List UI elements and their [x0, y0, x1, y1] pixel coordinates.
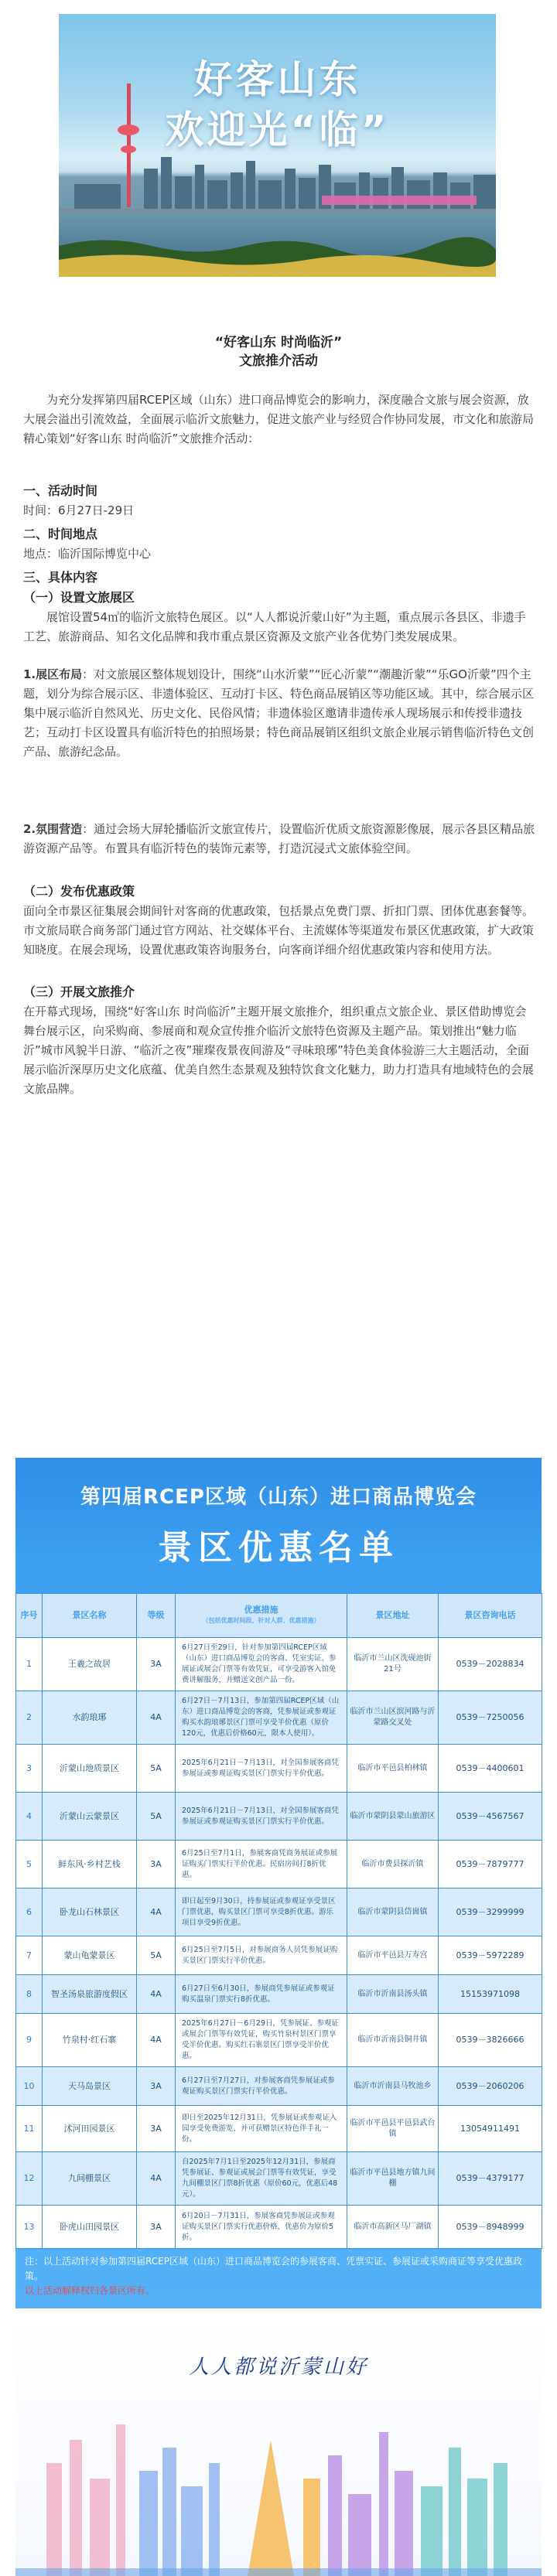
cell-address: 临沂市蒙阴县岱崮镇: [347, 1888, 439, 1936]
cell-offer: 6月27日至29日，针对参加第四届RCEP区域（山东）进口商品博览会的客商、凭室实证、参展证或展会门票等有效凭证，可享受游客入馆免费讲解服务，并赠送文创产品一份。: [176, 1638, 347, 1691]
cell-no: 2: [16, 1691, 43, 1745]
section-3-1-heading: （一）设置文旅展区: [23, 590, 135, 605]
section-3-1-atmosphere-body: ：通过会场大屏轮播临沂文旅宣传片，设置临沂优质文旅资源影像展，展示各县区精品旅游资源产品等。布置具有临沂特色的装饰元素等，打造沉浸式文旅体验空间。: [23, 822, 535, 855]
cell-name: 沭河田园景区: [43, 2106, 137, 2152]
cell-offer: 6月27日至7月27日，对参展客商凭参展证或参观证购买景区门票实行半价优惠。: [176, 2067, 347, 2106]
note-line-1: 注：以上活动针对参加第四届RCEP区域（山东）进口商品博览会的参展客商、凭票实证、参展证或采购商证等享受优惠政策。: [25, 2256, 522, 2281]
cell-offer: 即日起至9月30日，持参展证或参观证享受景区门票优惠，购买景区门票可享受8折优惠。游乐项目享受9折优惠。: [176, 1888, 347, 1936]
cell-name: 沂蒙山地质景区: [43, 1745, 137, 1793]
cell-name: 九间棚景区: [43, 2152, 137, 2206]
table-row: [16, 2014, 542, 2067]
cell-name: 竹泉村·红石寨: [43, 2014, 137, 2067]
cell-no: 9: [16, 2014, 43, 2067]
header-name: 景区名称: [43, 1594, 137, 1638]
cell-address: 临沂市平邑县柏林镇: [347, 1745, 439, 1793]
table-row: [16, 1936, 542, 1975]
footer-slogan: 人人都说沂蒙山好: [188, 2356, 368, 2379]
section-3-2-text-body: 面向全市景区征集展会期间针对客商的优惠政策，包括景点免费门票、折扣门票、团体优惠套餐等。市文旅局联合商务部门通过官方网站、社交媒体平台、主流媒体等渠道发布景区优惠政策，扩大政策知晓度。在展会现场，设置优惠政策咨询服务台，向客商详细介绍优惠政策内容和使用方法。: [23, 904, 535, 957]
hero-title-line1: 好客山东: [193, 57, 361, 102]
table-note: [25, 2254, 532, 2298]
cell-level: 4A: [137, 1888, 176, 1936]
table-row: [16, 2067, 542, 2106]
cell-phone: 13054911491: [439, 2106, 542, 2152]
cell-address: 临沂市平邑县地方镇九间棚: [347, 2152, 439, 2206]
section-3-1-layout: [23, 665, 535, 762]
cell-phone: 15153971098: [439, 1975, 542, 2014]
section-3-1-text-body: 展馆设置54㎡的临沂文旅特色展区。以“人人都说沂蒙山好”为主题，重点展示各县区、非遗手工艺、旅游商品、知名文化品牌和我市重点景区资源及文旅产业各优势门类发展成果。: [23, 610, 526, 643]
panel-subtitle: 第四届RCEP区域（山东）进口商品博览会: [80, 1486, 477, 1509]
cell-address: 临沂市高新区马厂湖镇: [347, 2206, 439, 2249]
table-row: [16, 1888, 542, 1936]
section-3-2-text: [23, 902, 535, 960]
table-row: [16, 1638, 542, 1691]
section-3-2-heading-body: （二）发布优惠政策: [23, 884, 135, 899]
cell-name: 水韵琅琊: [43, 1691, 137, 1745]
cell-address: 临沂市平邑县平邑县武台镇: [347, 2106, 439, 2152]
cell-level: 3A: [137, 2067, 176, 2106]
section-3-1-atmosphere: [23, 820, 535, 858]
section-3-heading: 三、具体内容: [23, 570, 98, 585]
cell-address: 临沂市兰山区滨河路与沂蒙路交叉处: [347, 1691, 439, 1745]
table-row: [16, 1745, 542, 1793]
cell-phone: 0539－7250056: [439, 1691, 542, 1745]
cell-phone: 0539－4379177: [439, 2152, 542, 2206]
cell-no: 12: [16, 2152, 43, 2206]
header-offer: [176, 1594, 347, 1638]
panel-title: 景区优惠名单: [158, 1528, 399, 1568]
cell-no: 5: [16, 1841, 43, 1888]
table-row: [16, 1841, 542, 1888]
section-2-heading: 二、时间地点: [23, 527, 98, 541]
cell-offer: 即日至2025年12月31日，凭参展证或参观证入园享受免费游览，并可获赠景区特色伴手礼一份。: [176, 2106, 347, 2152]
header-address: 景区地址: [347, 1594, 439, 1638]
table-row: [16, 2206, 542, 2249]
section-3-1-atmosphere-label: 2.氛围营造: [23, 822, 83, 836]
section-3-1-layout-body: ：对文旅展区整体规划设计，围绕“山水沂蒙”“匠心沂蒙”“潮趣沂蒙”“乐GO沂蒙”四个主题，划分为综合展示区、非遗体验区、互动打卡区、特色商品展销区等功能区域。其中，综合展示区集中展示临沂自然风光、历史文化、民俗风情；非遗体验区邀请非遗传承人现场展示和传授非遗技艺；互动打卡区设置具有临沂特色的拍照场景；特色商品展销区组织文旅企业展示销售临沂特色文创产品、旅游纪念品。: [23, 667, 535, 759]
discount-panel: [15, 1458, 542, 2308]
table-row: [16, 1975, 542, 2014]
cell-offer: 2025年6月21日－7月13日，对全国参展客商凭参展证或参观证购买景区门票实行半价优惠。: [176, 1793, 347, 1841]
cell-name: 天马岛景区: [43, 2067, 137, 2106]
cell-level: 5A: [137, 1936, 176, 1975]
cell-name: 鲜东风·乡村艺栈: [43, 1841, 137, 1888]
cell-name: 沂蒙山云蒙景区: [43, 1793, 137, 1841]
cell-no: 10: [16, 2067, 43, 2106]
intro-paragraph: 为充分发挥第四届RCEP区域（山东）进口商品博览会的影响力，深度融合文旅与展会资源，放大展会溢出引流效益，全面展示临沂文旅魅力，促进文旅产业与经贸合作协同发展，市文化和旅游局精心策划“好客山东 时尚临沂”文旅推介活动：: [23, 393, 535, 445]
cell-level: 3A: [137, 2206, 176, 2249]
table-header-row: [16, 1594, 542, 1638]
cell-offer: 6月25日至7月1日，参展客商凭商务展证或参展证购买门票实行半价优惠。民宿房间打8折优惠。: [176, 1841, 347, 1888]
cell-phone: 0539－5972289: [439, 1936, 542, 1975]
cell-name: 王羲之故居: [43, 1638, 137, 1691]
cell-level: 5A: [137, 1793, 176, 1841]
header-offer-note: （包括优惠时间段、针对人群、优惠措施）: [202, 1617, 320, 1624]
section-1-heading: 一、活动时间: [23, 483, 98, 498]
footer-illustration: [15, 2316, 542, 2576]
header-offer-label: 优惠措施: [244, 1605, 278, 1615]
cell-offer: 2025年6月27日－6月29日，凭参展证、参观证或展会门票等有效凭证，购买竹泉村景区门票享受半价优惠。购买红石寨景区门票享受半价优惠。: [176, 2014, 347, 2067]
table-row: [16, 1691, 542, 1745]
cell-phone: 0539－8948999: [439, 2206, 542, 2249]
section-3-1-text: [23, 608, 535, 647]
hero-banner: [59, 14, 496, 277]
note-line-2: 以上活动解释权归各景区所有。: [25, 2285, 155, 2296]
cell-level: 4A: [137, 2014, 176, 2067]
cell-offer: 自2025年7月1日至2025年12月31日，参展商凭参展证、参观证或展会门票等有效凭证，享受九间棚景区门票8折优惠（原价60元，优惠后48元）。: [176, 2152, 347, 2206]
cell-name: 卧虎山田园景区: [43, 2206, 137, 2249]
cell-phone: 0539－2028834: [439, 1638, 542, 1691]
cell-address: 临沂市蒙阴县蒙山旅游区: [347, 1793, 439, 1841]
cell-phone: 0539－2060206: [439, 2067, 542, 2106]
cell-phone: 0539－3826666: [439, 2014, 542, 2067]
cell-no: 11: [16, 2106, 43, 2152]
cell-address: 临沂市沂南县铜井镇: [347, 2014, 439, 2067]
cell-phone: 0539－7879777: [439, 1841, 542, 1888]
cell-name: 智圣汤泉旅游度假区: [43, 1975, 137, 2014]
table-row: [16, 2152, 542, 2206]
cell-level: 3A: [137, 1638, 176, 1691]
section-3-2-heading: [23, 882, 135, 899]
cell-offer: 6月27日至6月30日，参展商凭参展证或参观证购买温泉门票实行8折优惠。: [176, 1975, 347, 2014]
cell-no: 3: [16, 1745, 43, 1793]
cell-phone: 0539－4400601: [439, 1745, 542, 1793]
discount-table: [15, 1593, 542, 2249]
cell-phone: 0539－4567567: [439, 1793, 542, 1841]
cell-level: 3A: [137, 2106, 176, 2152]
cell-no: 8: [16, 1975, 43, 2014]
cell-no: 6: [16, 1888, 43, 1936]
header-phone: 景区咨询电话: [439, 1594, 542, 1638]
cell-level: 3A: [137, 1841, 176, 1888]
cell-name: 卧龙山石林景区: [43, 1888, 137, 1936]
cell-offer: 2025年6月21日－7月13日，对全国参展客商凭参展证或参观证购买景区门票实行半价优惠。: [176, 1745, 347, 1793]
cell-phone: 0539－3299999: [439, 1888, 542, 1936]
section-3-3-text-body: 在开幕式现场，围绕“好客山东 时尚临沂”主题开展文旅推介，组织重点文旅企业、景区借助博览会舞台展示区，向采购商、参展商和观众宣传推介临沂文旅特色资源及主题产品。策划推出“魅力临沂”城市风貌半日游、“临沂之夜”璀璨夜景夜间游及“寻味琅琊”特色美食体验游三大主题活动，全面展示临沂深厚历史文化底蕴、优美自然生态景观及独特饮食文化魅力，助力打造具有地域特色的会展文旅品牌。: [23, 1005, 535, 1096]
cell-no: 4: [16, 1793, 43, 1841]
cell-no: 13: [16, 2206, 43, 2249]
cell-no: 7: [16, 1936, 43, 1975]
section-3-3-heading-body: （三）开展文旅推介: [23, 984, 135, 999]
cell-level: 4A: [137, 2152, 176, 2206]
cell-address: 临沂市费县探沂镇: [347, 1841, 439, 1888]
header-level: 等级: [137, 1594, 176, 1638]
cell-no: 1: [16, 1638, 43, 1691]
header-no: 序号: [16, 1594, 43, 1638]
table-row: [16, 1793, 542, 1841]
cell-offer: 6月27日－7月13日，参加第四届RCEP区域（山东）进口商品博览会的客商，凭参展证或参观证购买水韵琅琊景区门票可享受半价优惠（原价120元，优惠后价格60元，限本人使用）。: [176, 1691, 347, 1745]
cell-offer: 6月20日－7月31日，参展客商凭参展证或参观证购买景区门票实行优惠价格，优惠价为原价5折。: [176, 2206, 347, 2249]
section-3-3-heading: [23, 982, 135, 1000]
cell-address: 临沂市平邑县万寿宫: [347, 1936, 439, 1975]
cell-offer: 6月25日至7月5日，对参展商务人员凭参展证购买景区门票实行半价优惠。: [176, 1936, 347, 1975]
cell-level: 5A: [137, 1745, 176, 1793]
section-2-text: 地点：临沂国际博览中心: [23, 547, 152, 561]
section-1-text: 时间：6月27日-29日: [23, 503, 135, 517]
cell-name: 蒙山龟蒙景区: [43, 1936, 137, 1975]
footer-skyline-icon: [15, 2393, 542, 2576]
cell-address: 临沂市兰山区洗砚池街21号: [347, 1638, 439, 1691]
cell-address: 临沂市沂南县马牧池乡: [347, 2067, 439, 2106]
cell-level: 4A: [137, 1975, 176, 2014]
section-3-1-layout-label: 1.展区布局: [23, 667, 83, 681]
doc-title-line2: 文旅推介活动: [239, 353, 318, 369]
cell-address: 临沂市沂南县汤头镇: [347, 1975, 439, 2014]
section-3-3-text: [23, 1002, 535, 1099]
cell-level: 4A: [137, 1691, 176, 1745]
table-row: [16, 2106, 542, 2152]
doc-title-line1: “好客山东 时尚临沂”: [214, 335, 343, 350]
hero-title-line2: 欢迎光“临”: [165, 107, 390, 152]
